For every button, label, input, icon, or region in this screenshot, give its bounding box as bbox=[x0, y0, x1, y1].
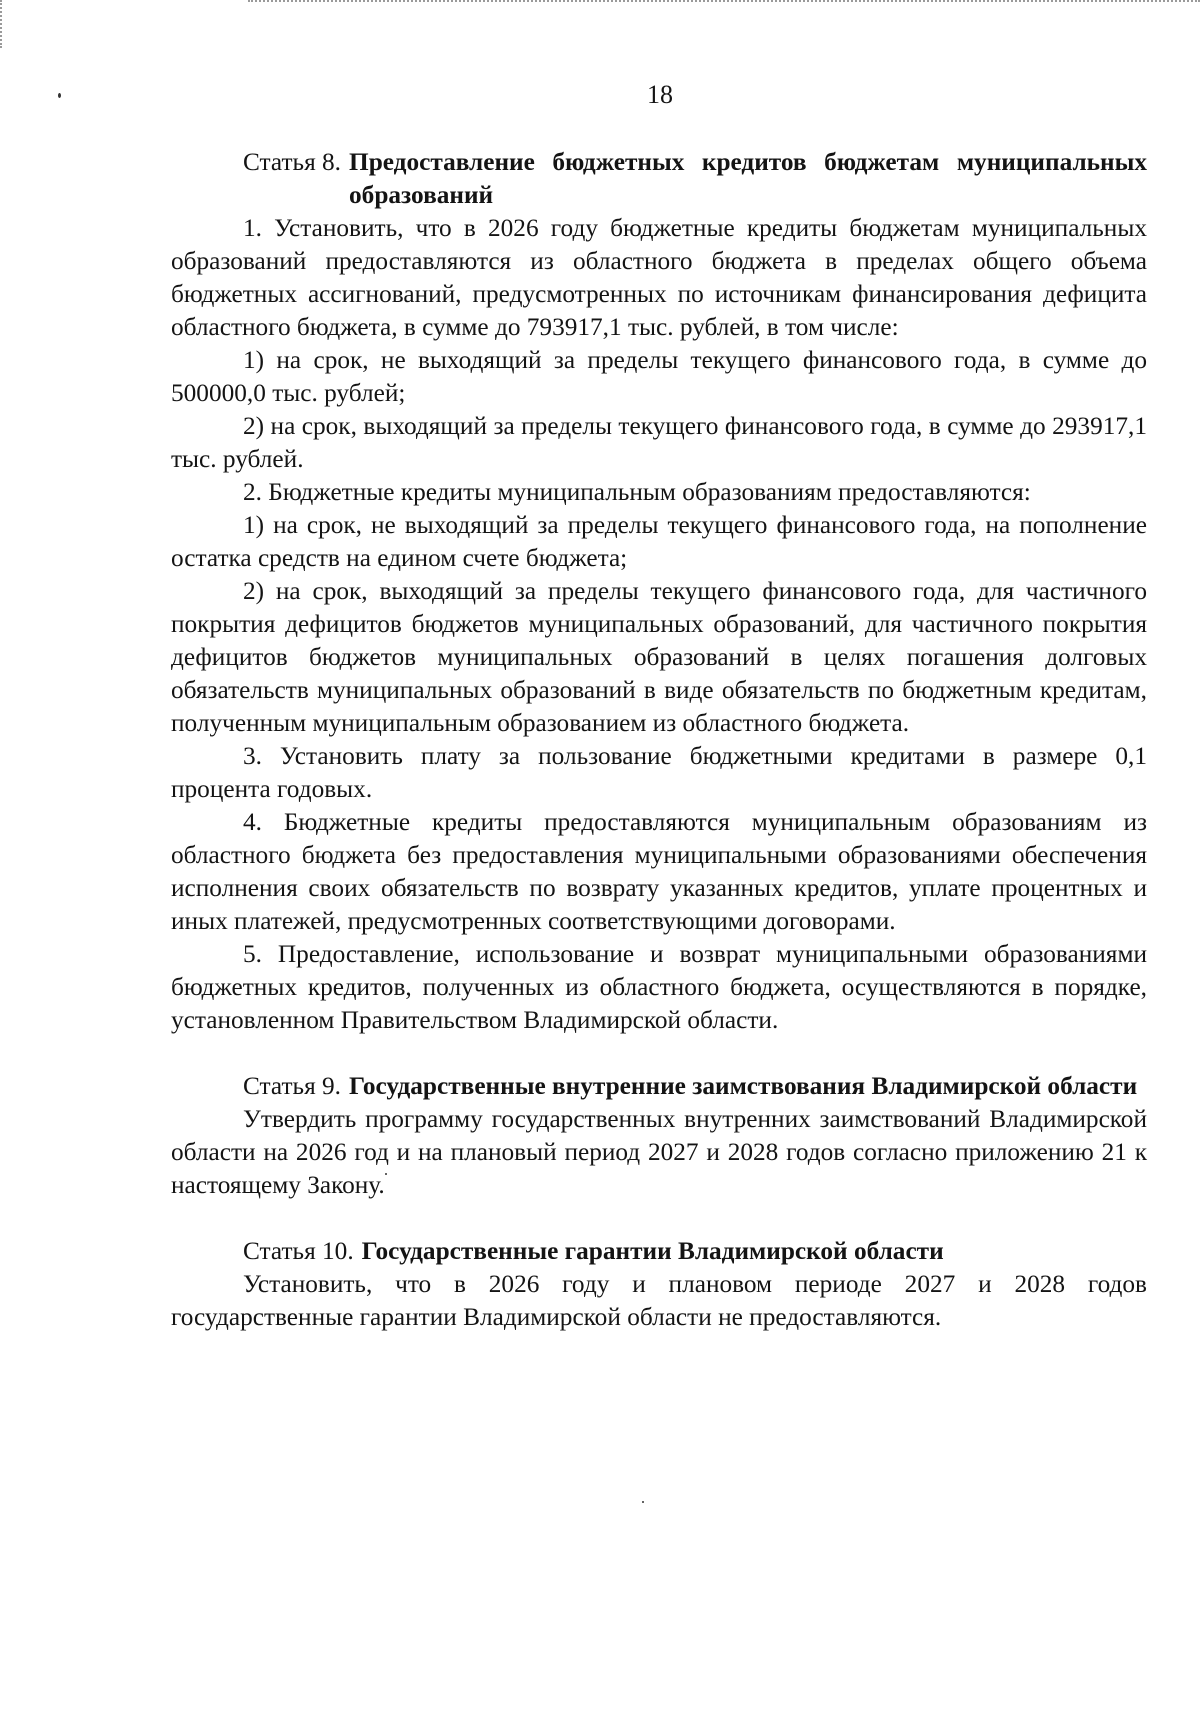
paragraph: 1) на срок, не выходящий за пределы текущего финансового года, в сумме до 500000,0 тыс. рублей; bbox=[171, 346, 1147, 407]
article-title: Государственные внутренние заимствования Владимирской области bbox=[349, 1072, 1138, 1100]
scan-top-edge bbox=[248, 0, 1200, 3]
paragraph: 1) на срок, не выходящий за пределы текущего финансового года, на пополнение остатка средств на едином счете бюджета; bbox=[171, 511, 1147, 572]
article-number: Статья 9. bbox=[243, 1072, 342, 1100]
article-number: Статья 8. bbox=[243, 148, 342, 176]
section-spacer bbox=[171, 1202, 1147, 1235]
article-heading bbox=[171, 1070, 1147, 1103]
scan-left-edge bbox=[0, 0, 4, 48]
paragraph: 5. Предоставление, использование и возврат муниципальными образованиями бюджетных кредитов, полученных из областного бюджета, осуществляются в порядке, установленном Правительством Владимирской области. bbox=[171, 940, 1147, 1034]
paragraph: 2) на срок, выходящий за пределы текущего финансового года, для частичного покрытия дефицитов бюджетов муниципальных образований, для частичного покрытия дефицитов бюджетов муниципальных образований в целях погашения долговых обязательств муниципальных образований в виде обязательств по бюджетным кредитам, полученным муниципальным образованием из областного бюджета. bbox=[171, 577, 1147, 737]
article-title: Предоставление бюджетных кредитов бюджетам муниципальных образований bbox=[349, 148, 1147, 209]
paragraph: 2. Бюджетные кредиты муниципальным образованиям предоставляются: bbox=[243, 478, 1031, 506]
paragraph: 4. Бюджетные кредиты предоставляются муниципальным образованиям из областного бюджета без предоставления муниципальными образованиями обеспечения исполнения своих обязательств по возврату указанных кредитов, уплате процентных и иных платежей, предусмотренных соответствующими договорами. bbox=[171, 808, 1147, 935]
article-title: Государственные гарантии Владимирской области bbox=[361, 1237, 944, 1265]
paragraph: 2) на срок, выходящий за пределы текущего финансового года, в сумме до 293917,1 тыс. рублей. bbox=[171, 412, 1147, 473]
paragraph: 3. Установить плату за пользование бюджетными кредитами в размере 0,1 процента годовых. bbox=[171, 742, 1147, 803]
article-number: Статья 10. bbox=[243, 1237, 354, 1265]
paragraph: Утвердить программу государственных внутренних заимствований Владимирской области на 2026 год и на плановый период 2027 и 2028 годов согласно приложению 21 к настоящему Закону. bbox=[171, 1105, 1147, 1199]
page-number: 18 bbox=[647, 80, 673, 109]
scan-speck bbox=[642, 1501, 644, 1503]
article-heading bbox=[171, 146, 1147, 212]
article-heading bbox=[171, 1235, 1147, 1268]
section-spacer bbox=[171, 1037, 1147, 1070]
document-body bbox=[171, 146, 1147, 1334]
paragraph: 1. Установить, что в 2026 году бюджетные кредиты бюджетам муниципальных образований предоставляются из областного бюджета в пределах общего объема бюджетных ассигнований, предусмотренных по источникам финансирования дефицита областного бюджета, в сумме до 793917,1 тыс. рублей, в том числе: bbox=[171, 214, 1147, 341]
paragraph: Установить, что в 2026 году и плановом периоде 2027 и 2028 годов государственные гарантии Владимирской области не предоставляются. bbox=[171, 1270, 1147, 1331]
